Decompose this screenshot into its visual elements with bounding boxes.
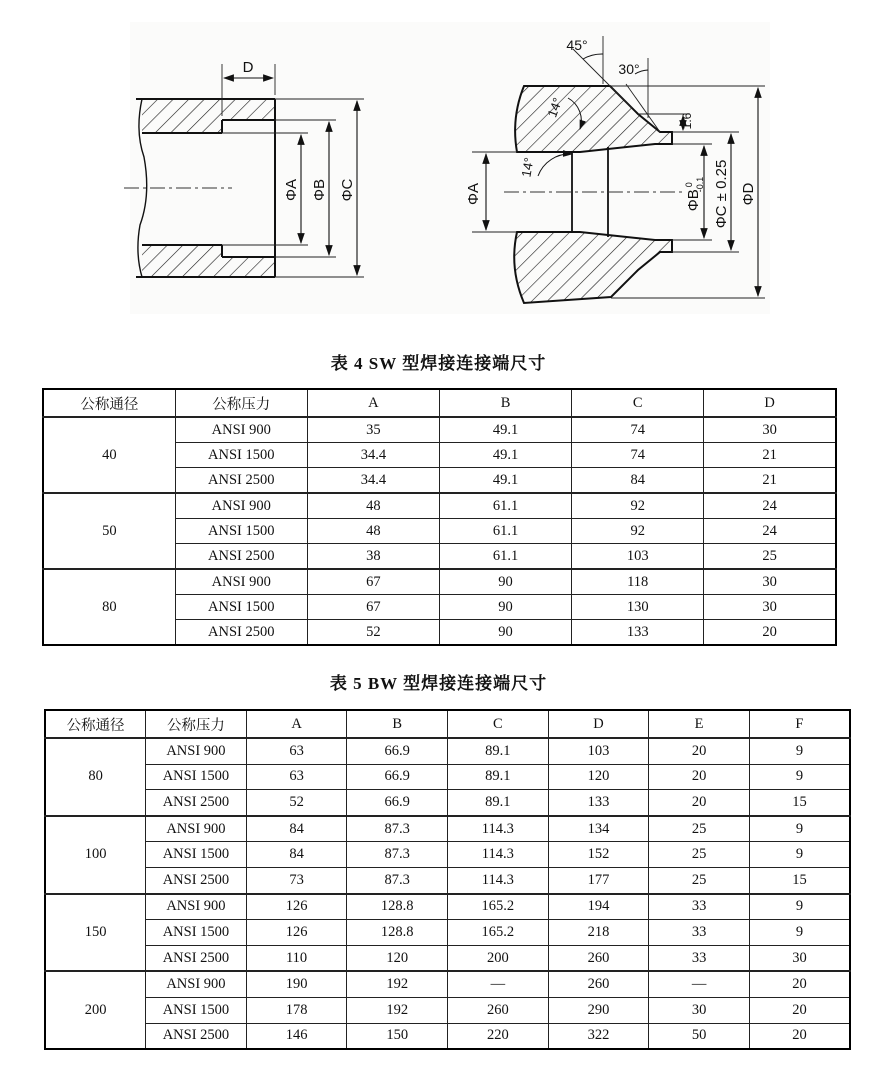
pressure-rating-cell: ANSI 900 xyxy=(146,738,247,764)
table-row xyxy=(45,945,850,971)
dimension-value-cell: — xyxy=(448,971,549,997)
table-row xyxy=(43,569,836,595)
dimension-value-cell: 178 xyxy=(246,997,347,1023)
dimension-value-cell: 165.2 xyxy=(448,920,549,946)
nominal-diameter-cell: 50 xyxy=(43,493,175,569)
table-row xyxy=(45,816,850,842)
column-header: 公称通径 xyxy=(45,710,146,738)
dimension-value-cell: 20 xyxy=(749,1023,850,1049)
dimension-value-cell: 110 xyxy=(246,945,347,971)
dimension-value-cell: 61.1 xyxy=(439,544,571,570)
nominal-diameter-cell: 100 xyxy=(45,816,146,894)
sw-upper-wall-hatch xyxy=(142,99,275,133)
nominal-diameter-cell: 80 xyxy=(43,569,175,645)
pressure-rating-cell: ANSI 2500 xyxy=(175,544,307,570)
dimension-value-cell: 34.4 xyxy=(307,443,439,468)
dimension-value-cell: 30 xyxy=(704,417,836,443)
dimension-value-cell: 126 xyxy=(246,894,347,920)
dimension-value-cell: 87.3 xyxy=(347,867,448,893)
pressure-rating-cell: ANSI 2500 xyxy=(175,468,307,494)
dimension-value-cell: 61.1 xyxy=(439,493,571,519)
dimension-value-cell: 34.4 xyxy=(307,468,439,494)
dimension-value-cell: 260 xyxy=(548,971,649,997)
dimension-value-cell: 30 xyxy=(749,945,850,971)
dimension-value-cell: 21 xyxy=(704,468,836,494)
column-header: 公称压力 xyxy=(175,389,307,417)
dimension-value-cell: 89.1 xyxy=(448,738,549,764)
pressure-rating-cell: ANSI 2500 xyxy=(146,790,247,816)
dimension-value-cell: 9 xyxy=(749,764,850,790)
dimension-value-cell: 25 xyxy=(649,867,750,893)
dimension-value-cell: 120 xyxy=(548,764,649,790)
dimension-value-cell: 9 xyxy=(749,738,850,764)
dimension-value-cell: 52 xyxy=(307,620,439,646)
dimension-value-cell: 90 xyxy=(439,569,571,595)
sw-extension-lines xyxy=(222,64,364,277)
table-row xyxy=(45,842,850,868)
dimension-value-cell: 118 xyxy=(572,569,704,595)
dimension-value-cell: 35 xyxy=(307,417,439,443)
pressure-rating-cell: ANSI 1500 xyxy=(146,842,247,868)
dimension-value-cell: 74 xyxy=(572,443,704,468)
dimension-value-cell: 126 xyxy=(246,920,347,946)
dimension-value-cell: 25 xyxy=(704,544,836,570)
column-header: A xyxy=(246,710,347,738)
dimension-value-cell: 49.1 xyxy=(439,443,571,468)
dimension-value-cell: 130 xyxy=(572,595,704,620)
pressure-rating-cell: ANSI 1500 xyxy=(146,764,247,790)
pressure-rating-cell: ANSI 1500 xyxy=(175,443,307,468)
dimension-value-cell: 84 xyxy=(246,842,347,868)
column-header: B xyxy=(439,389,571,417)
column-header: F xyxy=(749,710,850,738)
dimension-value-cell: 24 xyxy=(704,493,836,519)
dimension-value-cell: 24 xyxy=(704,519,836,544)
dimension-value-cell: 66.9 xyxy=(347,738,448,764)
dimension-value-cell: 30 xyxy=(649,997,750,1023)
table-row xyxy=(45,997,850,1023)
pressure-rating-cell: ANSI 2500 xyxy=(175,620,307,646)
dimension-value-cell: 52 xyxy=(246,790,347,816)
dimension-value-cell: 192 xyxy=(347,997,448,1023)
dimension-value-cell: 61.1 xyxy=(439,519,571,544)
table4-title: 表 4 SW 型焊接连接端尺寸 xyxy=(330,354,547,373)
bw-end-drawing xyxy=(420,8,780,318)
dimension-value-cell: 20 xyxy=(649,764,750,790)
dimension-value-cell: 33 xyxy=(649,894,750,920)
column-header: C xyxy=(448,710,549,738)
column-header: C xyxy=(572,389,704,417)
dimension-value-cell: 114.3 xyxy=(448,842,549,868)
dimension-value-cell: 190 xyxy=(246,971,347,997)
bw-angle-14-lower-label: 14° xyxy=(518,156,537,179)
dimension-value-cell: 63 xyxy=(246,738,347,764)
dimension-value-cell: 66.9 xyxy=(347,790,448,816)
dimension-value-cell: 50 xyxy=(649,1023,750,1049)
dimension-value-cell: 87.3 xyxy=(347,816,448,842)
dimension-value-cell: 38 xyxy=(307,544,439,570)
dimension-value-cell: 84 xyxy=(572,468,704,494)
nominal-diameter-cell: 40 xyxy=(43,417,175,493)
dimension-value-cell: 152 xyxy=(548,842,649,868)
dimension-value-cell: 9 xyxy=(749,920,850,946)
sw-end-drawing xyxy=(112,20,402,320)
dimension-value-cell: 128.8 xyxy=(347,894,448,920)
dimension-value-cell: 9 xyxy=(749,894,850,920)
dimension-value-cell: — xyxy=(649,971,750,997)
dimension-value-cell: 84 xyxy=(246,816,347,842)
bw-upper-body-hatch xyxy=(515,86,672,152)
dimension-value-cell: 165.2 xyxy=(448,894,549,920)
dimension-value-cell: 89.1 xyxy=(448,764,549,790)
dimension-value-cell: 200 xyxy=(448,945,549,971)
dimension-value-cell: 192 xyxy=(347,971,448,997)
column-header: D xyxy=(704,389,836,417)
sw-lower-wall-hatch xyxy=(142,245,275,277)
dimension-value-cell: 20 xyxy=(749,997,850,1023)
column-header: D xyxy=(548,710,649,738)
bw-angle-14-upper-label: 14° xyxy=(544,95,566,120)
dimension-value-cell: 74 xyxy=(572,417,704,443)
table5-title: 表 5 BW 型焊接连接端尺寸 xyxy=(329,674,548,693)
dimension-value-cell: 66.9 xyxy=(347,764,448,790)
dimension-value-cell: 260 xyxy=(448,997,549,1023)
pressure-rating-cell: ANSI 900 xyxy=(175,493,307,519)
column-header: A xyxy=(307,389,439,417)
dimension-value-cell: 33 xyxy=(649,945,750,971)
header-row xyxy=(43,389,836,417)
sw-dim-d-label: D xyxy=(242,59,254,76)
table-row xyxy=(45,790,850,816)
header-row xyxy=(45,710,850,738)
table5-bw-dimensions xyxy=(44,709,851,1050)
dimension-value-cell: 133 xyxy=(548,790,649,816)
dimension-value-cell: 114.3 xyxy=(448,867,549,893)
dimension-value-cell: 146 xyxy=(246,1023,347,1049)
pressure-rating-cell: ANSI 1500 xyxy=(146,997,247,1023)
pressure-rating-cell: ANSI 900 xyxy=(146,816,247,842)
dimension-value-cell: 218 xyxy=(548,920,649,946)
dimension-value-cell: 63 xyxy=(246,764,347,790)
sw-dim-b-label: ΦB xyxy=(311,179,328,201)
dimension-value-cell: 20 xyxy=(749,971,850,997)
table-row xyxy=(45,920,850,946)
bw-lower-body-hatch xyxy=(514,232,672,303)
sw-dim-a-label: ΦA xyxy=(283,179,300,201)
nominal-diameter-cell: 80 xyxy=(45,738,146,816)
column-header: B xyxy=(347,710,448,738)
table-row xyxy=(43,493,836,519)
dimension-value-cell: 134 xyxy=(548,816,649,842)
sw-dim-c-label: ΦC xyxy=(339,178,356,202)
dimension-value-cell: 9 xyxy=(749,842,850,868)
dimension-value-cell: 20 xyxy=(649,790,750,816)
dimension-value-cell: 150 xyxy=(347,1023,448,1049)
dimension-value-cell: 67 xyxy=(307,595,439,620)
table-row xyxy=(45,894,850,920)
dimension-value-cell: 194 xyxy=(548,894,649,920)
table-row xyxy=(45,867,850,893)
dimension-value-cell: 128.8 xyxy=(347,920,448,946)
dimension-value-cell: 260 xyxy=(548,945,649,971)
dimension-value-cell: 290 xyxy=(548,997,649,1023)
dimension-value-cell: 9 xyxy=(749,816,850,842)
dimension-value-cell: 177 xyxy=(548,867,649,893)
pressure-rating-cell: ANSI 1500 xyxy=(146,920,247,946)
pressure-rating-cell: ANSI 900 xyxy=(175,569,307,595)
dimension-value-cell: 25 xyxy=(649,816,750,842)
pressure-rating-cell: ANSI 1500 xyxy=(175,595,307,620)
dimension-value-cell: 20 xyxy=(649,738,750,764)
dimension-value-cell: 103 xyxy=(572,544,704,570)
pressure-rating-cell: ANSI 2500 xyxy=(146,945,247,971)
dimension-value-cell: 120 xyxy=(347,945,448,971)
table4-sw-dimensions xyxy=(42,388,837,646)
dimension-value-cell: 33 xyxy=(649,920,750,946)
dimension-value-cell: 90 xyxy=(439,595,571,620)
dimension-value-cell: 114.3 xyxy=(448,816,549,842)
dimension-value-cell: 30 xyxy=(704,569,836,595)
dimension-value-cell: 90 xyxy=(439,620,571,646)
bw-dim-a-label: ΦA xyxy=(465,183,482,205)
pressure-rating-cell: ANSI 900 xyxy=(146,894,247,920)
table-row xyxy=(45,738,850,764)
column-header: 公称通径 xyxy=(43,389,175,417)
dimension-value-cell: 73 xyxy=(246,867,347,893)
pressure-rating-cell: ANSI 2500 xyxy=(146,1023,247,1049)
column-header: 公称压力 xyxy=(146,710,247,738)
dimension-value-cell: 48 xyxy=(307,493,439,519)
dimension-value-cell: 21 xyxy=(704,443,836,468)
dimension-value-cell: 89.1 xyxy=(448,790,549,816)
dimension-value-cell: 92 xyxy=(572,493,704,519)
table-row xyxy=(45,1023,850,1049)
dimension-value-cell: 20 xyxy=(704,620,836,646)
bw-root-face-label: 1.6 xyxy=(680,112,694,130)
dimension-value-cell: 15 xyxy=(749,867,850,893)
table-row xyxy=(45,764,850,790)
pressure-rating-cell: ANSI 900 xyxy=(146,971,247,997)
bw-dim-b-label: $\Phi B^0-0.1$ xyxy=(684,176,705,212)
dimension-value-cell: 92 xyxy=(572,519,704,544)
table-row xyxy=(45,971,850,997)
dimension-value-cell: 48 xyxy=(307,519,439,544)
dimension-value-cell: 25 xyxy=(649,842,750,868)
bw-angle-45-label: 45° xyxy=(566,37,588,53)
column-header: E xyxy=(649,710,750,738)
dimension-value-cell: 67 xyxy=(307,569,439,595)
dimension-value-cell: 87.3 xyxy=(347,842,448,868)
table-row xyxy=(43,417,836,443)
nominal-diameter-cell: 150 xyxy=(45,894,146,972)
dimension-value-cell: 15 xyxy=(749,790,850,816)
pressure-rating-cell: ANSI 900 xyxy=(175,417,307,443)
bw-dim-c-label: ΦC ± 0.25 xyxy=(713,159,730,229)
dimension-value-cell: 49.1 xyxy=(439,417,571,443)
pressure-rating-cell: ANSI 1500 xyxy=(175,519,307,544)
pressure-rating-cell: ANSI 2500 xyxy=(146,867,247,893)
nominal-diameter-cell: 200 xyxy=(45,971,146,1049)
dimension-value-cell: 103 xyxy=(548,738,649,764)
bw-dim-d-label: ΦD xyxy=(740,182,757,206)
dimension-value-cell: 322 xyxy=(548,1023,649,1049)
dimension-value-cell: 133 xyxy=(572,620,704,646)
dimension-value-cell: 49.1 xyxy=(439,468,571,494)
dimension-value-cell: 220 xyxy=(448,1023,549,1049)
bw-angle-30-label: 30° xyxy=(618,61,640,77)
dimension-value-cell: 30 xyxy=(704,595,836,620)
